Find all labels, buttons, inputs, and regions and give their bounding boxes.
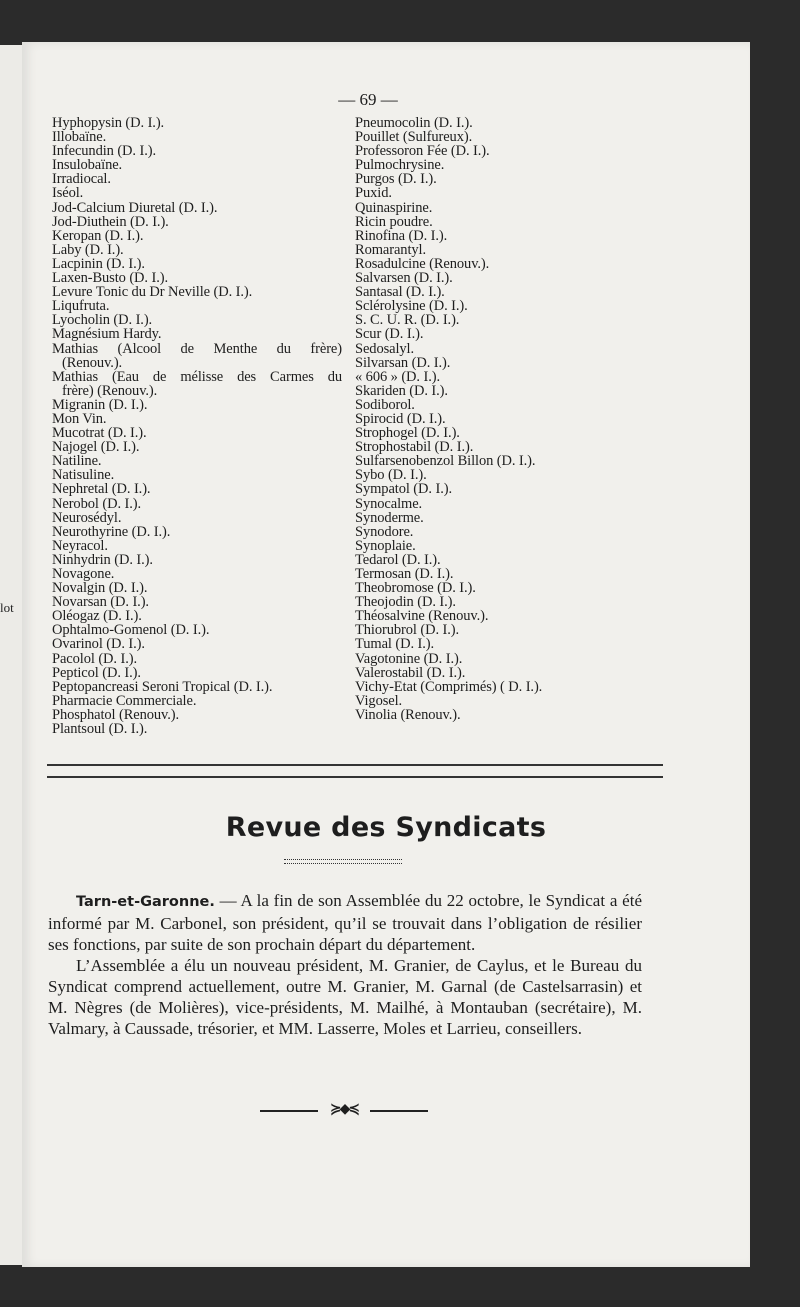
divider-rule-top xyxy=(47,764,663,766)
list-item: Illobaïne. xyxy=(52,129,107,146)
list-item: Nerobol (D. I.). xyxy=(52,495,141,512)
list-item: Theojodin (D. I.). xyxy=(355,594,456,611)
list-item: Vinolia (Renouv.). xyxy=(355,706,461,723)
ornament-divider xyxy=(260,1101,428,1118)
list-item: Synocalme. xyxy=(355,495,423,512)
list-item: Pneumocolin (D. I.). xyxy=(355,115,473,131)
list-item: Natiline. xyxy=(52,453,102,470)
list-item: Mathias (Alcool de Menthe du frère) xyxy=(52,340,342,357)
article-paragraph-1-text: — A la fin de son Assemblée du 22 octobre, le Syndicat a été informé par M. Carbonel, son président, qu’il se trouvait dans l’obligation de résilier ses fonctions, par suite de son prochain départ du département. xyxy=(48,891,642,954)
list-item: Lyocholin (D. I.). xyxy=(52,312,153,329)
list-item: Strophostabil (D. I.). xyxy=(355,439,474,456)
list-item: Rosadulcine (Renouv.). xyxy=(355,255,490,272)
list-item: Romarantyl. xyxy=(355,241,426,258)
list-item: Phosphatol (Renouv.). xyxy=(52,706,180,723)
section-title: Revue des Syndicats xyxy=(225,812,547,843)
list-item: Irradiocal. xyxy=(52,171,111,188)
list-item: Pouillet (Sulfureux). xyxy=(355,129,473,146)
left-product-list xyxy=(52,116,342,736)
article-body xyxy=(48,890,642,1039)
list-item: Santasal (D. I.). xyxy=(355,284,445,301)
list-item: Professoron Fée (D. I.). xyxy=(355,143,490,160)
list-item: Jod-Calcium Diuretal (D. I.). xyxy=(52,199,218,216)
list-item: (Renouv.). xyxy=(62,354,123,371)
list-item: Tedarol (D. I.). xyxy=(355,551,441,568)
list-item: Neurothyrine (D. I.). xyxy=(52,523,171,540)
list-item: Puxid. xyxy=(355,185,392,202)
list-item: Scur (D. I.). xyxy=(355,326,424,343)
list-item: Vigosel. xyxy=(355,692,403,709)
list-item: Nephretal (D. I.). xyxy=(52,481,151,498)
list-item: Keropan (D. I.). xyxy=(52,227,144,244)
list-item: Sulfarsenobenzol Billon (D. I.). xyxy=(355,453,536,470)
list-item: frère) (Renouv.). xyxy=(62,382,158,399)
list-item: Ricin poudre. xyxy=(355,213,433,230)
list-item: Migranin (D. I.). xyxy=(52,396,148,413)
list-item: « 606 » (D. I.). xyxy=(355,368,440,385)
article-lead: Tarn-et-Garonne. xyxy=(76,894,215,910)
list-item: Infecundin (D. I.). xyxy=(52,143,156,160)
list-item: Vichy-Etat (Comprimés) ( D. I.). xyxy=(355,678,543,695)
ornament-line-right xyxy=(370,1110,428,1112)
list-item: Quinaspirine. xyxy=(355,199,433,216)
list-item: Ninhydrin (D. I.). xyxy=(52,551,153,568)
list-item: Mon Vin. xyxy=(52,410,107,427)
list-item: Spirocid (D. I.). xyxy=(355,410,446,427)
list-item: Pulmochrysine. xyxy=(355,157,445,174)
list-item: S. C. U. R. (D. I.). xyxy=(355,312,460,329)
list-item: Pepticol (D. I.). xyxy=(52,664,141,681)
list-item: Laby (D. I.). xyxy=(52,241,124,258)
list-item: Silvarsan (D. I.). xyxy=(355,354,451,371)
list-item: Ophtalmo-Gomenol (D. I.). xyxy=(52,622,210,639)
list-item: Termosan (D. I.). xyxy=(355,566,454,582)
list-item: Novagone. xyxy=(52,566,115,582)
list-item: Synoplaie. xyxy=(355,537,416,554)
list-item: Natisuline. xyxy=(52,467,115,484)
list-item: Synoderme. xyxy=(355,509,424,526)
list-item: Sedosalyl. xyxy=(355,340,415,357)
title-underline xyxy=(284,859,402,864)
list-item: Salvarsen (D. I.). xyxy=(355,270,453,287)
list-item: Magnésium Hardy. xyxy=(52,326,162,343)
list-item: Mathias (Eau de mélisse des Carmes du xyxy=(52,368,342,385)
list-item: Purgos (D. I.). xyxy=(355,171,437,188)
list-item: Ovarinol (D. I.). xyxy=(52,636,145,653)
list-item: Levure Tonic du Dr Neville (D. I.). xyxy=(52,284,253,301)
list-item: Tumal (D. I.). xyxy=(355,636,435,653)
list-item: Pharmacie Commerciale. xyxy=(52,692,197,709)
article-paragraph-2: L’Assemblée a élu un nouveau président, M. Granier, de Caylus, et le Bureau du Syndicat comprend actuellement, outre M. Granier, M. Garnal (de Castelsarrasin) et M. Nègres (de Molières), vice-présidents, M. Mailhé, à Montauban (secrétaire), M. Valmary, à Caussade, trésorier, et MM. Lasserre, Moles et Larrieu, conseillers. xyxy=(48,956,642,1038)
list-item: Peptopancreasi Seroni Tropical (D. I.). xyxy=(52,678,273,695)
list-item: Theobromose (D. I.). xyxy=(355,580,476,597)
list-item: Novalgin (D. I.). xyxy=(52,580,148,597)
list-item: Neyracol. xyxy=(52,537,108,554)
ornament-glyph: ≽◆≼ xyxy=(329,1101,359,1117)
list-item: Strophogel (D. I.). xyxy=(355,425,460,442)
article-paragraph-1 xyxy=(48,890,642,955)
list-item: Novarsan (D. I.). xyxy=(52,594,149,611)
list-item: Sclérolysine (D. I.). xyxy=(355,298,468,315)
right-product-list xyxy=(355,116,655,722)
list-item: Hyphopysin (D. I.). xyxy=(52,115,165,131)
list-item: Iséol. xyxy=(52,185,84,202)
list-item: Théosalvine (Renouv.). xyxy=(355,608,489,625)
list-item: Pacolol (D. I.). xyxy=(52,650,137,667)
adjacent-page-fragment: lot xyxy=(0,600,14,615)
list-item: Neurosédyl. xyxy=(52,509,122,526)
list-item: Thiorubrol (D. I.). xyxy=(355,622,460,639)
list-item: Sybo (D. I.). xyxy=(355,467,427,484)
list-item: Valerostabil (D. I.). xyxy=(355,664,466,681)
divider-rule-bottom xyxy=(47,776,663,778)
list-item: Vagotonine (D. I.). xyxy=(355,650,463,667)
page-number: — 69 — xyxy=(338,90,398,109)
list-item: Oléogaz (D. I.). xyxy=(52,608,142,625)
list-item: Liqufruta. xyxy=(52,298,110,315)
list-item: Laxen-Busto (D. I.). xyxy=(52,270,168,287)
list-item: Plantsoul (D. I.). xyxy=(52,721,148,738)
list-item: Sodiborol. xyxy=(355,396,415,413)
list-item: Insulobaïne. xyxy=(52,157,123,174)
list-item: Rinofina (D. I.). xyxy=(355,227,448,244)
list-item: Skariden (D. I.). xyxy=(355,382,448,399)
ornament-line-left xyxy=(260,1110,318,1112)
list-item: Najogel (D. I.). xyxy=(52,439,140,456)
list-item: Mucotrat (D. I.). xyxy=(52,425,147,442)
list-item: Synodore. xyxy=(355,523,414,540)
list-item: Jod-Diuthein (D. I.). xyxy=(52,213,169,230)
list-item: Lacpinin (D. I.). xyxy=(52,255,145,272)
document-page xyxy=(22,42,750,1267)
list-item: Sympatol (D. I.). xyxy=(355,481,452,498)
